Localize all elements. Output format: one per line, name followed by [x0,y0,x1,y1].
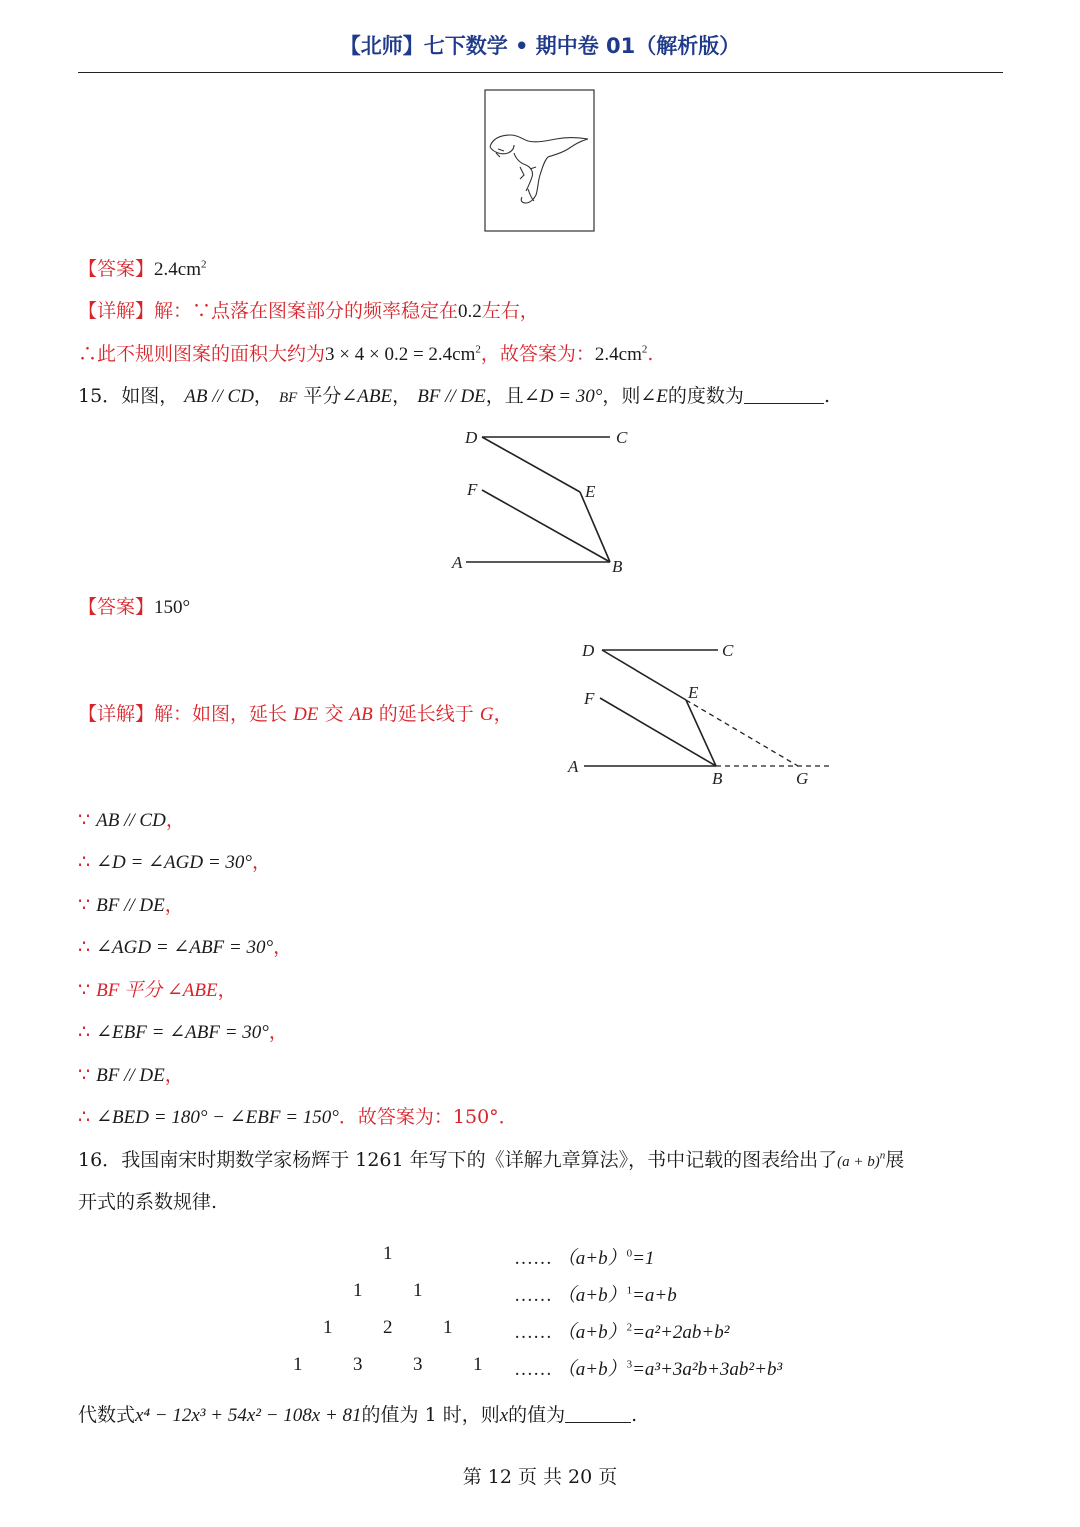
triangle-row-1-expansion: …… $(a+b)^1=a+b$ [514,1284,677,1306]
q14-detail-text1b: 左右， [481,300,539,322]
triangle-row-2-coef-2: 1 [443,1317,453,1338]
step-tail: ， [165,809,185,831]
page-footer: 第 12 页 共 20 页 [462,1466,618,1488]
step-symbol: ∴ [78,851,91,873]
q14-detail-text2b: ，故答案为： [480,343,595,365]
q15-angle-d: ∠D = 30° [523,386,603,407]
q14-freq: 0.2 [458,301,482,322]
q16-stem-line2: 开式的系数规律. [78,1191,218,1213]
q15-answer-value: 150° [154,597,191,618]
step-text: ∠D = ∠AGD = 30° [96,852,252,873]
q15-sep: ， [253,385,273,407]
q15-step-2 [78,850,271,875]
q14-answer-value: 2.4cm [154,259,201,280]
q14-answer-exp: 2 [200,258,207,271]
triangle-row-2-coef-0: 1 [323,1317,333,1338]
q15-solution-figure [560,632,840,792]
q15-pingfen: 平分 [303,385,342,407]
line-fb [600,698,716,766]
q15-step-6 [78,1020,288,1045]
q16-stem-text: 我国南宋时期数学家杨辉于 1261 年写下的《详解九章算法》，书中记载的图表给出了 [121,1149,838,1171]
line-de [482,437,580,492]
line-eb [580,492,610,562]
q15-step-8 [78,1105,518,1130]
q15-figure [440,420,650,580]
figure-frame [485,90,594,231]
step-tail: ， [273,936,293,958]
q14-area-exp: 2 [475,343,481,356]
q15-g: G [479,704,494,725]
triangle-row-0-expansion: …… $(a+b)^0=1$ [514,1247,655,1269]
triangle-row-3-coef-2: 3 [413,1354,423,1375]
step-tail: ， [268,1021,288,1043]
label-b: B [612,557,623,576]
q15-de: DE [293,704,319,725]
step-text: BF 平分 ∠ABE [96,980,218,1001]
q14-period: . [647,343,654,365]
q16-stem-line1 [78,1148,904,1174]
q16-end: . [631,1404,638,1426]
header-rule [78,72,1003,73]
q15-step-5 [78,978,237,1003]
q14-detail-line2 [78,342,653,367]
triangle-row-0-coef-0: 1 [383,1243,393,1264]
q16-answer-blank[interactable] [565,1404,631,1423]
q15-answer-blank[interactable] [744,385,824,404]
label-f: F [467,480,478,499]
step-text: AB // CD [96,810,166,831]
step-tail: ， [164,1064,184,1086]
step-symbol: ∵ [78,1064,91,1086]
q15-angle-e: ∠E [640,386,668,407]
q14-final-answer: 2.4cm [594,344,642,365]
triangle-row-3-expansion: …… $(a+b)^3=a^3+3a^2b+3ab^2+b^3$ [514,1358,783,1380]
q15-sep2: ， [392,385,412,407]
line-eb [686,700,716,766]
line-eg-dashed [686,700,798,766]
step-text: ∠EBF = ∠ABF = 30° [96,1022,269,1043]
q14-detail-text2: ∴此不规则图案的面积大约为 [78,343,326,365]
label-d: D [465,428,478,447]
q15-end: . [823,385,830,407]
triangle-row-3-coef-0: 1 [293,1354,303,1375]
q14-detail-text1: 解：∵点落在图案部分的频率稳定在 [154,300,459,322]
q15-step-1 [78,808,185,833]
step-text: BF // DE [96,895,165,916]
label-e: E [585,482,596,501]
q16-question-text-b: 的值为 1 时，则 [361,1404,500,1426]
step-text: ∠AGD = ∠ABF = 30° [96,937,274,958]
q15-step-4 [78,935,292,960]
triangle-row-2-expansion: …… $(a+b)^2=a^2+2ab+b^2$ [514,1321,730,1343]
step-symbol: ∴ [78,1106,91,1128]
triangle-row-3-coef-3: 1 [473,1354,483,1375]
q15-step-3 [78,893,184,918]
q15-ext: 的延长线于 [378,703,474,725]
q16-question [78,1403,637,1428]
q14-answer-line [78,257,206,282]
q15-ab: AB [349,704,373,725]
dinosaur-outline [490,135,588,203]
q15-ab-cd: AB // CD [184,386,254,407]
step-symbol: ∴ [78,936,91,958]
q16-question-text: 代数式 [78,1404,136,1426]
q15-text-d: 的度数为 [667,385,744,407]
triangle-row-3-coef-1: 3 [353,1354,363,1375]
line-de [602,650,686,700]
label-a: A [568,757,579,776]
q16-question-text-c: 的值为 [508,1404,566,1426]
triangle-row-2-coef-1: 2 [383,1317,393,1338]
q16-number: 16． [78,1149,122,1171]
step-tail: ．故答案为：150°． [338,1106,518,1128]
step-symbol: ∵ [78,979,91,1001]
q14-detail-line1 [78,299,539,324]
dinosaur-figure [484,89,596,233]
detail-tag: 【详解】 [78,300,155,322]
q15-bf: BF [278,390,298,406]
q15-jiao: 交 [324,703,344,725]
label-a: A [452,553,463,572]
step-tail: ， [164,894,184,916]
q16-polynomial: x⁴ − 12x³ + 54x² − 108x + 81 [135,1405,362,1426]
step-symbol: ∵ [78,809,91,831]
q14-final-exp: 2 [641,343,648,356]
q16-formula: (a + b) [837,1154,880,1170]
step-tail: ， [252,851,272,873]
q15-step-7 [78,1063,184,1088]
step-text: ∠BED = 180° − ∠EBF = 150° [96,1107,339,1128]
answer-tag: 【答案】 [78,258,155,280]
label-d: D [582,641,595,660]
detail-tag: 【详解】 [78,703,155,725]
triangle-row-1-coef-0: 1 [353,1280,363,1301]
q15-comma: ， [493,703,513,725]
label-g: G [796,769,809,788]
q16-formula-exp: n [879,1149,886,1162]
step-symbol: ∴ [78,1021,91,1043]
q15-answer-line [78,595,190,620]
label-c: C [722,641,734,660]
answer-tag: 【答案】 [78,596,155,618]
q16-stem-end: 展 [885,1149,905,1171]
label-c: C [616,428,628,447]
q16-x: x [499,1405,509,1426]
q15-angle-abe: ∠ABE [341,386,393,407]
q15-text-b: ，且 [485,385,524,407]
q15-detail-intro [78,702,513,727]
q15-detail-text: 解：如图，延长 [154,703,288,725]
label-e: E [688,683,699,702]
q15-bf-de: BF // DE [417,386,486,407]
triangle-row-1-coef-1: 1 [413,1280,423,1301]
page-header: 【北师】七下数学 • 期中卷 01（解析版） [339,34,741,58]
q15-text-c: ，则 [602,385,641,407]
step-tail: ， [217,979,237,1001]
step-symbol: ∵ [78,894,91,916]
q14-area-expr: 3 × 4 × 0.2 = 2.4cm [325,344,476,365]
q15-stem-text: 如图， [121,385,179,407]
q15-stem [78,384,830,410]
label-b: B [712,769,723,788]
q15-number: 15． [78,385,122,407]
label-f: F [584,689,595,708]
step-text: BF // DE [96,1065,165,1086]
